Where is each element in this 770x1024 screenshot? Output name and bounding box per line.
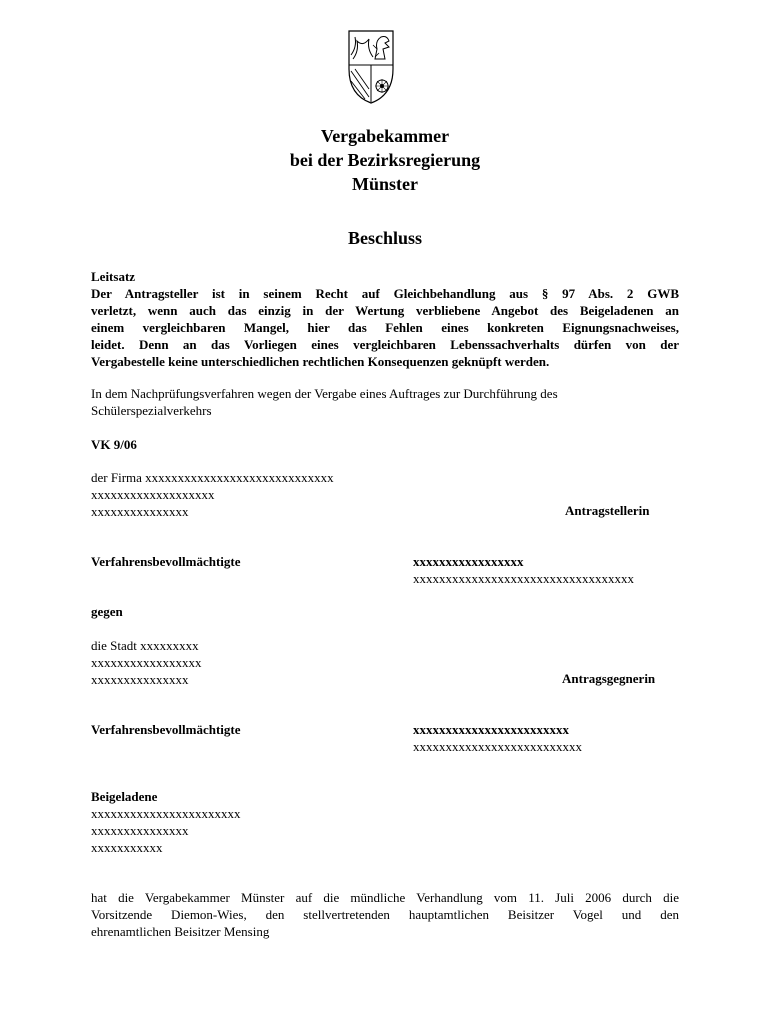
representative-label: Verfahrensbevollmächtigte <box>91 554 241 569</box>
summoned-label: Beigeladene <box>91 789 158 804</box>
leitsatz-line: Der Antragsteller ist in seinem Recht auf Gleichbehandlung aus § 97 Abs. 2 GWB <box>91 286 679 301</box>
closing-line: hat die Vergabekammer Münster auf die mündliche Verhandlung vom 11. Juli 2006 durch die <box>91 890 679 905</box>
document-type-heading: Beschluss <box>347 228 423 248</box>
representative-address: xxxxxxxxxxxxxxxxxxxxxxxxxx <box>413 739 582 754</box>
applicant-line: xxxxxxxxxxxxxxxxxxx <box>91 487 215 502</box>
summoned-line: xxxxxxxxxxxxxxx <box>91 823 189 838</box>
leitsatz-line: Vergabestelle keine unterschiedlichen rechtlichen Konsequenzen geknüpft werden. <box>91 354 550 369</box>
applicant-line: xxxxxxxxxxxxxxx <box>91 504 189 519</box>
coat-of-arms-emblem <box>347 29 395 105</box>
closing-line: Vorsitzende Diemon-Wies, den stellvertretenden hauptamtlichen Beisitzer Vogel und den <box>91 907 679 922</box>
representative-label: Verfahrensbevollmächtigte <box>91 722 241 737</box>
against-label: gegen <box>91 604 123 619</box>
respondent-name: die Stadt xxxxxxxxx <box>91 638 199 653</box>
closing-paragraph <box>91 889 679 940</box>
respondent-line: xxxxxxxxxxxxxxxxx <box>91 655 202 670</box>
representative-name: xxxxxxxxxxxxxxxxx <box>413 554 524 569</box>
respondent-line: xxxxxxxxxxxxxxx <box>91 672 189 687</box>
case-number: VK 9/06 <box>91 437 137 452</box>
intro-line: Schülerspezialverkehrs <box>91 403 212 418</box>
leitsatz-text <box>91 285 679 370</box>
intro-paragraph <box>91 385 558 419</box>
leitsatz-line: leidet. Denn an das Vorliegen eines vergleichbaren Lebenssachverhalts dürfen von der <box>91 337 679 352</box>
leitsatz-label: Leitsatz <box>91 269 136 284</box>
summoned-line: xxxxxxxxxxxxxxxxxxxxxxx <box>91 806 241 821</box>
leitsatz-line: verletzt, wenn auch das einzig in der Wertung verbliebene Angebot des Beigeladenen an <box>91 303 679 318</box>
applicant-name: der Firma xxxxxxxxxxxxxxxxxxxxxxxxxxxxx <box>91 470 334 485</box>
respondent-role-label: Antragsgegnerin <box>562 671 656 686</box>
authority-title-line1: Vergabekammer <box>320 126 450 146</box>
representative-name: xxxxxxxxxxxxxxxxxxxxxxxx <box>413 722 569 737</box>
summoned-line: xxxxxxxxxxx <box>91 840 163 855</box>
representative-address: xxxxxxxxxxxxxxxxxxxxxxxxxxxxxxxxxx <box>413 571 634 586</box>
leitsatz-line: einem vergleichbaren Mangel, hier das Fehlen eines konkreten Eignungsnachweises, <box>91 320 679 335</box>
intro-line: In dem Nachprüfungsverfahren wegen der Vergabe eines Auftrages zur Durchführung des <box>91 386 558 401</box>
closing-line: ehrenamtlichen Beisitzer Mensing <box>91 924 270 939</box>
authority-title-line3: Münster <box>352 174 418 194</box>
applicant-role-label: Antragstellerin <box>565 503 650 518</box>
authority-title-line2: bei der Bezirksregierung <box>289 150 481 170</box>
